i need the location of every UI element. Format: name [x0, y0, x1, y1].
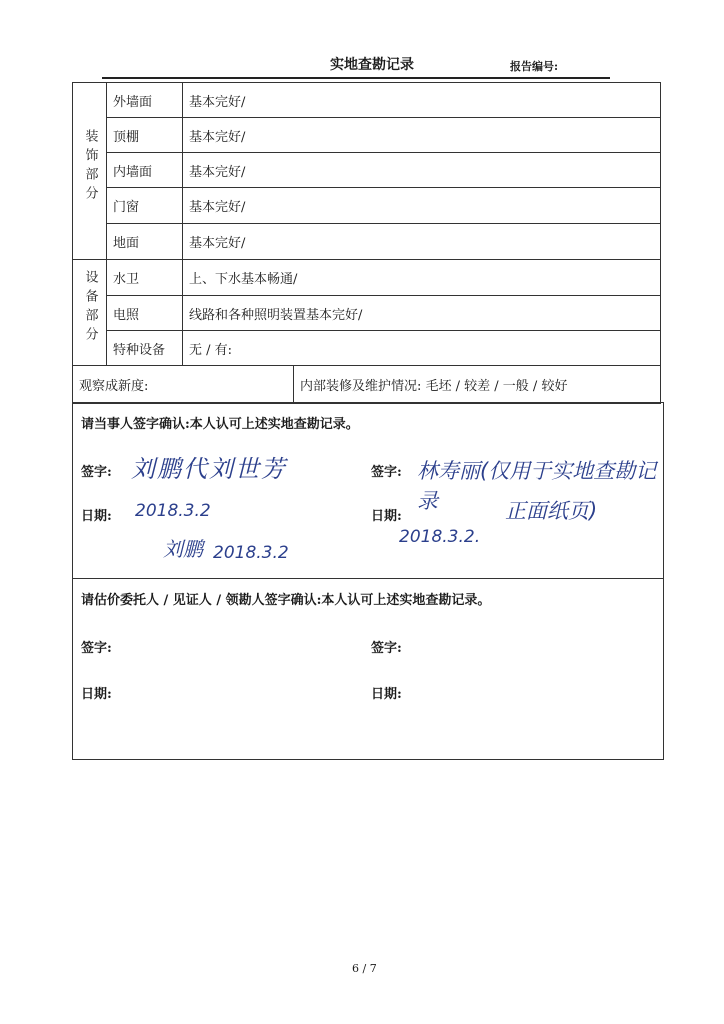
row-label: 特种设备	[107, 331, 183, 366]
row-value: 基本完好/	[183, 118, 661, 153]
page-title: 实地查勘记录	[330, 57, 414, 73]
equipment-group-label	[73, 260, 107, 366]
decoration-group-label	[73, 83, 107, 260]
row-value: 无 / 有:	[183, 331, 661, 366]
handwritten-date-left: 2018.3.2	[135, 501, 211, 521]
inspection-table	[72, 82, 661, 404]
party-sign-label-right: 签字:	[371, 465, 402, 480]
table-row	[73, 260, 661, 296]
handwritten-signature-right-2: 正面纸页)	[505, 499, 598, 523]
table-row	[73, 296, 661, 331]
interior-condition-label: 内部装修及维护情况: 毛坯 / 较差 / 一般 / 较好	[294, 366, 661, 404]
row-value: 基本完好/	[183, 188, 661, 224]
party-date-label-right: 日期:	[371, 509, 402, 524]
client-prompt: 请估价委托人 / 见证人 / 领勘人签字确认:本人认可上述实地查勘记录。	[81, 593, 491, 608]
table-row	[73, 366, 661, 404]
row-value: 基本完好/	[183, 153, 661, 188]
handwritten-name-left-2: 刘鹏	[163, 537, 203, 561]
handwritten-date-right: 2018.3.2.	[399, 527, 481, 547]
handwritten-signature-left: 刘鹏代刘世芳	[131, 455, 287, 483]
client-sign-label-left: 签字:	[81, 641, 112, 656]
table-row	[73, 153, 661, 188]
row-label: 电照	[107, 296, 183, 331]
observed-condition-label: 观察成新度:	[73, 366, 294, 404]
page-number: 6 / 7	[352, 962, 377, 975]
table-row	[73, 188, 661, 224]
party-sign-label-left: 签字:	[81, 465, 112, 480]
party-prompt: 请当事人签字确认:本人认可上述实地查勘记录。	[81, 417, 359, 432]
table-row	[73, 83, 661, 118]
report-number-label: 报告编号:	[510, 60, 559, 73]
row-value: 基本完好/	[183, 83, 661, 118]
row-label: 外墙面	[107, 83, 183, 118]
row-label: 顶棚	[107, 118, 183, 153]
row-label: 水卫	[107, 260, 183, 296]
table-row	[73, 331, 661, 366]
client-date-label-right: 日期:	[371, 687, 402, 702]
client-date-label-left: 日期:	[81, 687, 112, 702]
row-label: 地面	[107, 224, 183, 260]
row-value: 基本完好/	[183, 224, 661, 260]
row-label: 门窗	[107, 188, 183, 224]
table-row	[73, 118, 661, 153]
table-row	[73, 224, 661, 260]
client-signature-section	[72, 578, 664, 760]
handwritten-date-left-2: 2018.3.2	[213, 543, 289, 563]
client-sign-label-right: 签字:	[371, 641, 402, 656]
party-date-label-left: 日期:	[81, 509, 112, 524]
row-value: 上、下水基本畅通/	[183, 260, 661, 296]
row-value: 线路和各种照明装置基本完好/	[183, 296, 661, 331]
equipment-group-text: 设备部分	[82, 270, 98, 346]
decoration-group-text: 装饰部分	[82, 128, 98, 205]
header-rule	[102, 77, 610, 79]
party-signature-section	[72, 402, 664, 579]
handwritten-signature-right: 林寿丽(仅用于实地查勘记录	[417, 459, 657, 513]
row-label: 内墙面	[107, 153, 183, 188]
